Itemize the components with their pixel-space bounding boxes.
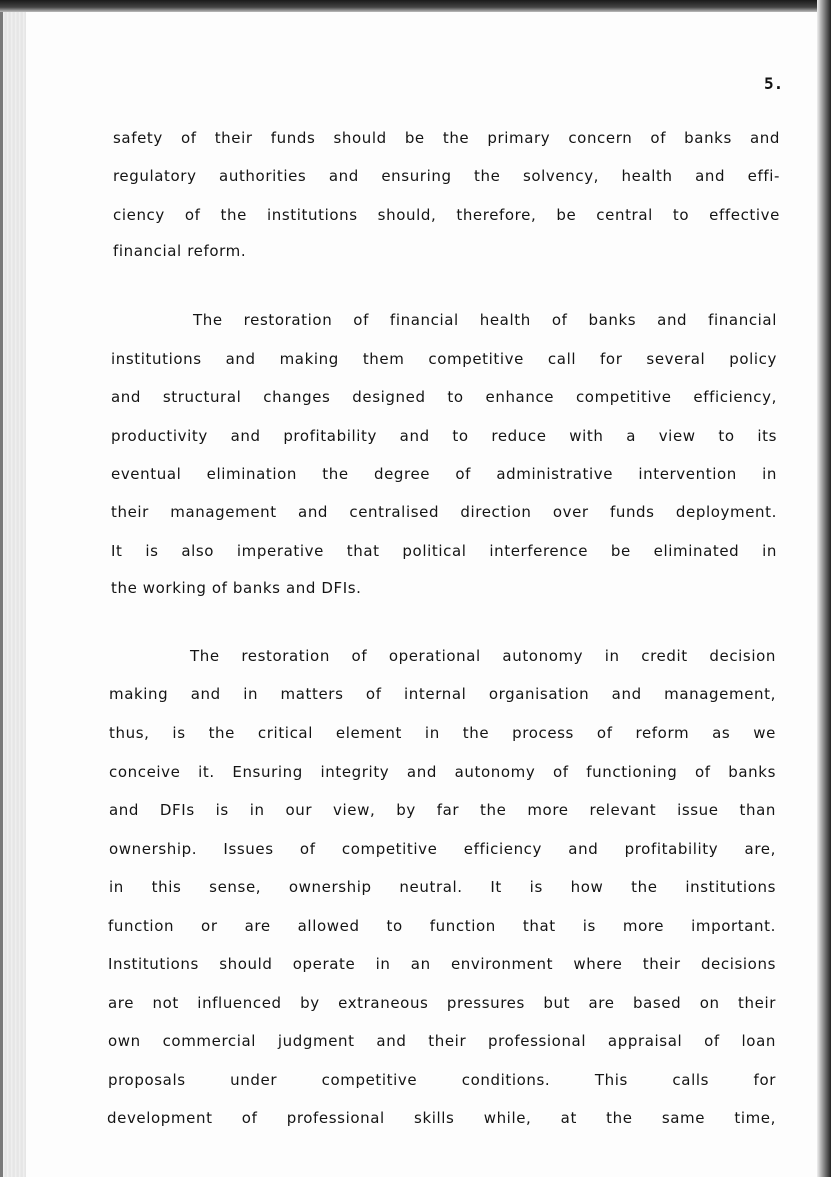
paragraph-2-line-7: It is also imperative that political interference be eliminated in <box>111 542 777 560</box>
paragraph-2-line-6: their management and centralised direction over funds deployment. <box>111 503 777 521</box>
paragraph-3-line-4: conceive it. Ensuring integrity and autonomy of functioning of banks <box>109 763 776 781</box>
paragraph-3-line-11: own commercial judgment and their professional appraisal of loan <box>108 1032 776 1050</box>
scan-binding-edge <box>0 0 26 1177</box>
paragraph-1-line-4: financial reform. <box>113 242 247 260</box>
paragraph-3-line-8: function or are allowed to function that is more important. <box>108 917 776 935</box>
paragraph-3-line-5: and DFIs is in our view, by far the more relevant issue than <box>109 801 776 819</box>
paragraph-2-line-2: institutions and making them competitive call for several policy <box>111 350 777 368</box>
paragraph-1-line-3: ciency of the institutions should, therefore, be central to effective <box>113 206 780 224</box>
paragraph-3-line-9: Institutions should operate in an environment where their decisions <box>108 955 776 973</box>
paragraph-2-line-8: the working of banks and DFIs. <box>111 579 362 597</box>
paragraph-3-line-12: proposals under competitive conditions. This calls for <box>108 1071 776 1089</box>
paragraph-3-line-6: ownership. Issues of competitive efficiency and profitability are, <box>109 840 776 858</box>
paragraph-3-line-13: development of professional skills while, at the same time, <box>107 1109 776 1127</box>
paragraph-2-line-5: eventual elimination the degree of administrative intervention in <box>111 465 777 483</box>
paragraph-3-line-2: making and in matters of internal organisation and management, <box>109 685 776 703</box>
scan-left-border <box>0 0 3 1177</box>
page-number: 5. <box>764 74 784 93</box>
paragraph-3-line-3: thus, is the critical element in the process of reform as we <box>109 724 776 742</box>
paragraph-3-line-7: in this sense, ownership neutral. It is how the institutions <box>109 878 776 896</box>
paragraph-3-line-1: The restoration of operational autonomy in credit decision <box>190 647 776 665</box>
paragraph-1-line-2: regulatory authorities and ensuring the solvency, health and effi- <box>113 167 780 185</box>
paragraph-2-line-4: productivity and profitability and to reduce with a view to its <box>111 427 777 445</box>
scan-right-edge <box>817 0 831 1177</box>
paragraph-3-line-10: are not influenced by extraneous pressures but are based on their <box>108 994 776 1012</box>
paragraph-1-line-1: safety of their funds should be the primary concern of banks and <box>113 129 780 147</box>
paragraph-2-line-1: The restoration of financial health of banks and financial <box>193 311 777 329</box>
scan-top-edge <box>0 0 831 12</box>
paragraph-2-line-3: and structural changes designed to enhance competitive efficiency, <box>111 388 777 406</box>
